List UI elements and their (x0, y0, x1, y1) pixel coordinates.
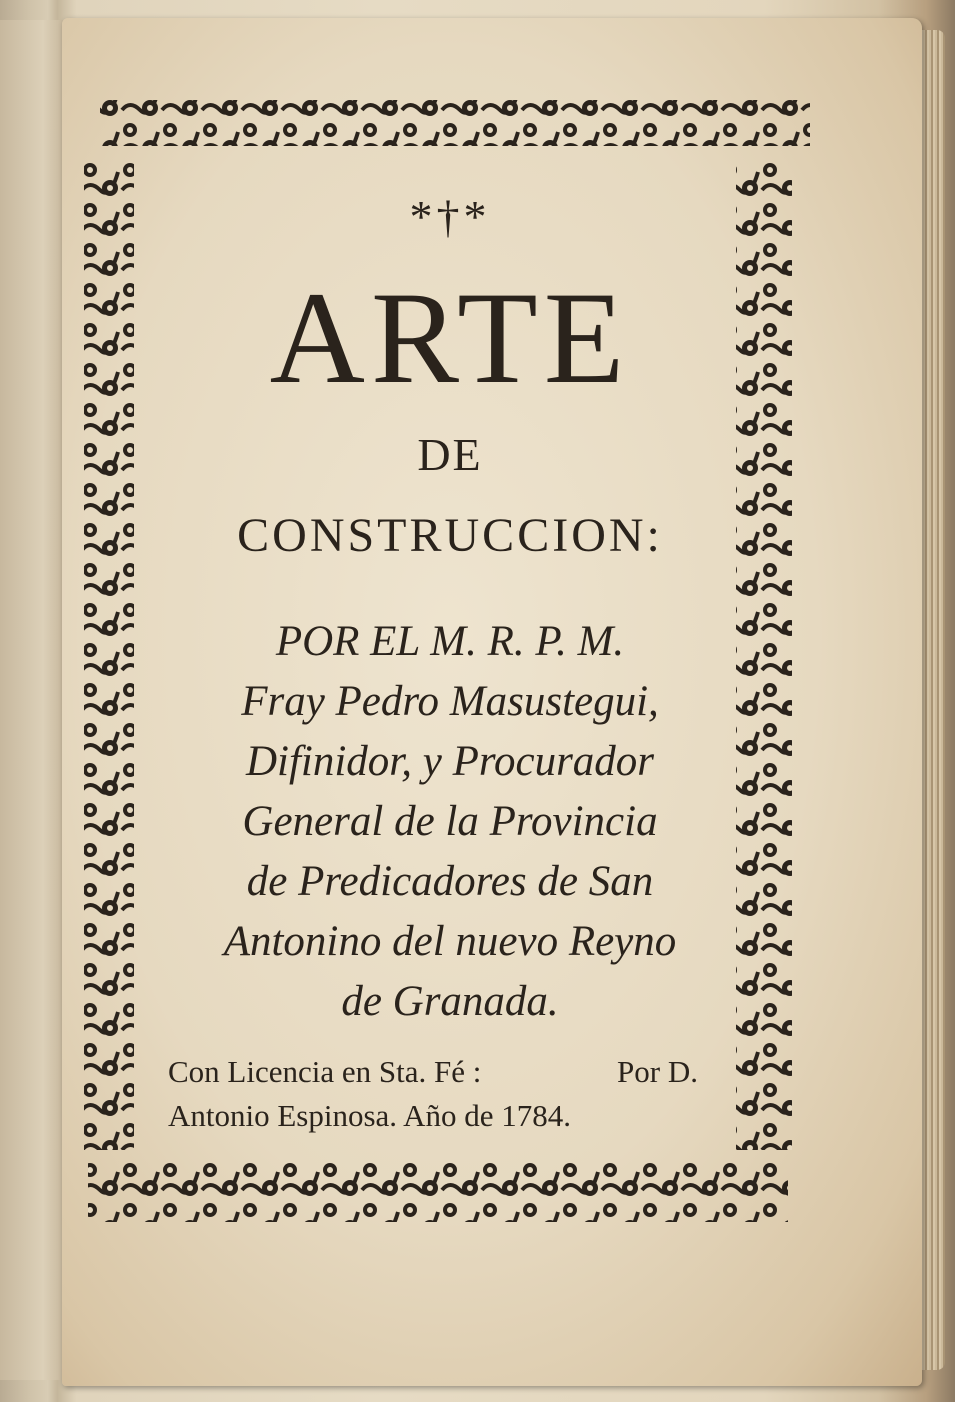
cross-ornament: *†* (409, 191, 491, 242)
border-left (84, 160, 134, 1150)
imprint-printer-year: Antonio Espinosa. Año de 1784. (168, 1098, 571, 1133)
border-bottom (88, 1162, 788, 1222)
title-arte: ARTE (269, 264, 631, 411)
border-top (100, 100, 810, 146)
author-line: POR EL M. R. P. M. (275, 618, 625, 665)
author-line: de Granada. (341, 978, 559, 1025)
author-block (140, 612, 760, 1032)
author-line: Fray Pedro Masustegui, (241, 678, 659, 725)
imprint (168, 1050, 698, 1138)
imprint-license: Con Licencia en Sta. Fé : (168, 1054, 482, 1089)
title-construccion: CONSTRUCCION: (237, 509, 663, 562)
author-line: Difinidor, y Procurador (245, 738, 655, 785)
title-de: DE (417, 429, 483, 480)
author-line: Antonino del nuevo Reyno (223, 918, 677, 965)
author-line: General de la Provincia (242, 798, 658, 845)
author-line: de Predicadores de San (246, 858, 654, 905)
imprint-printer-prefix: Por D. (617, 1054, 698, 1089)
